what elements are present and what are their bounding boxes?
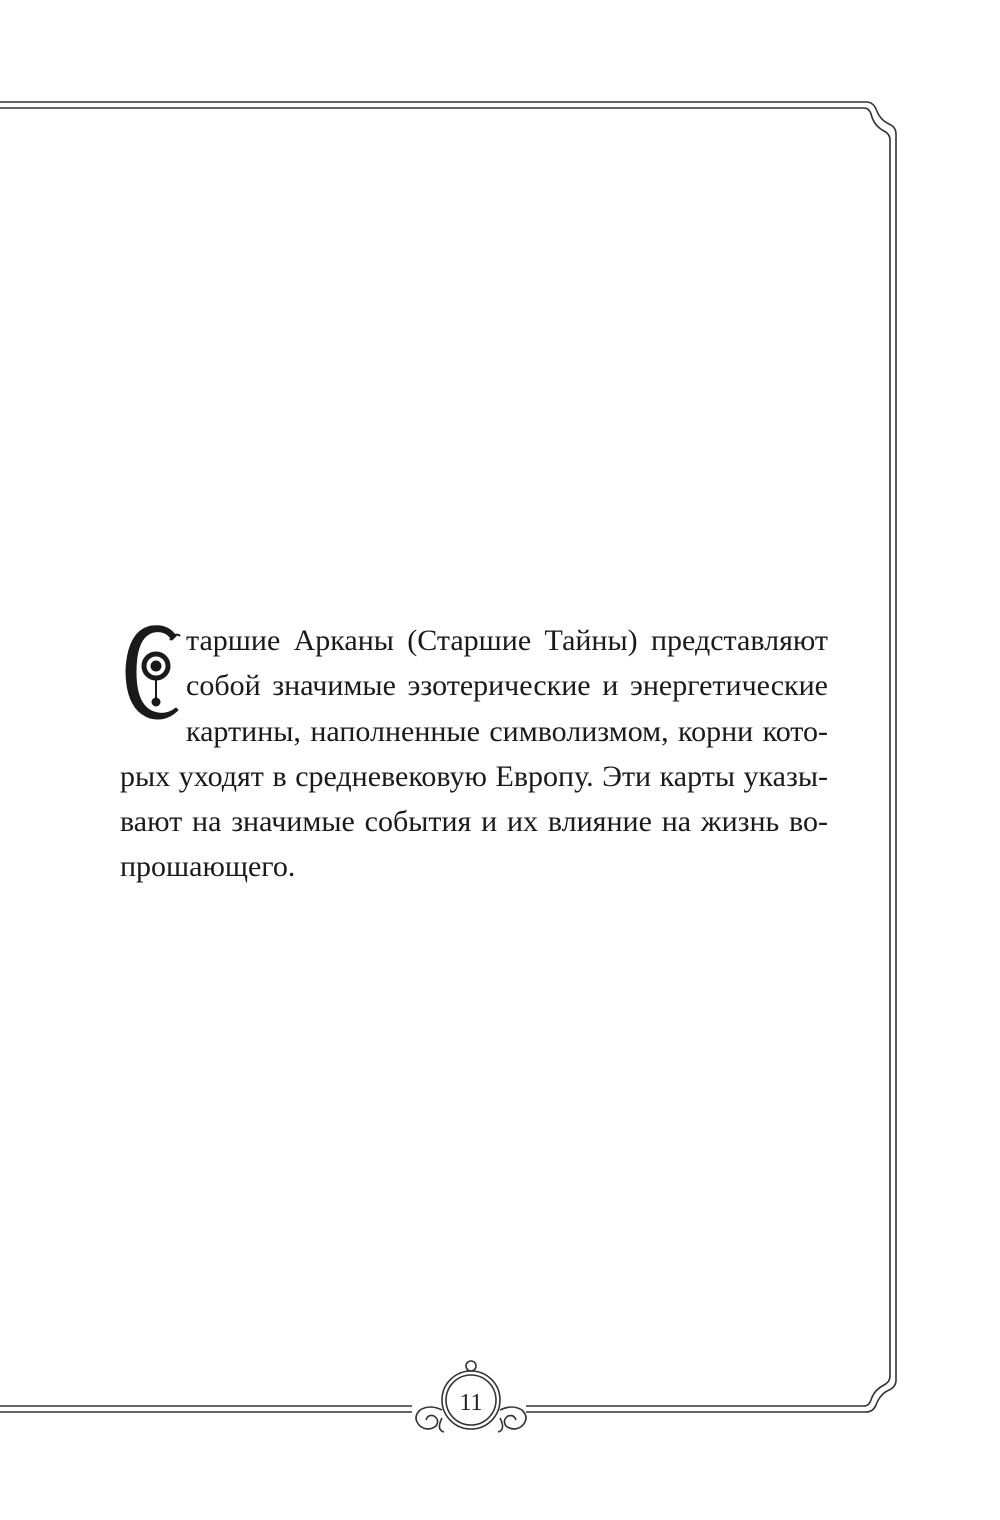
paragraph-line: таршие Арканы (Старшие Тайны) представляют — [186, 624, 828, 657]
paragraph-line: картины, наполненные символизмом, корни кото- — [186, 714, 828, 748]
paragraph-line: вают на значимые события и их влияние на жизнь во- — [120, 805, 828, 839]
drop-cap-letter: С — [120, 622, 121, 623]
paragraph-line: рых уходят в средневековую Европу. Эти карты указы- — [120, 759, 828, 793]
paragraph-line: собой значимые эзотерические и энергетические — [186, 669, 828, 703]
page-number: 11 — [459, 1390, 483, 1416]
paragraph-line: прошающего. — [120, 850, 296, 884]
paragraph — [120, 618, 828, 890]
